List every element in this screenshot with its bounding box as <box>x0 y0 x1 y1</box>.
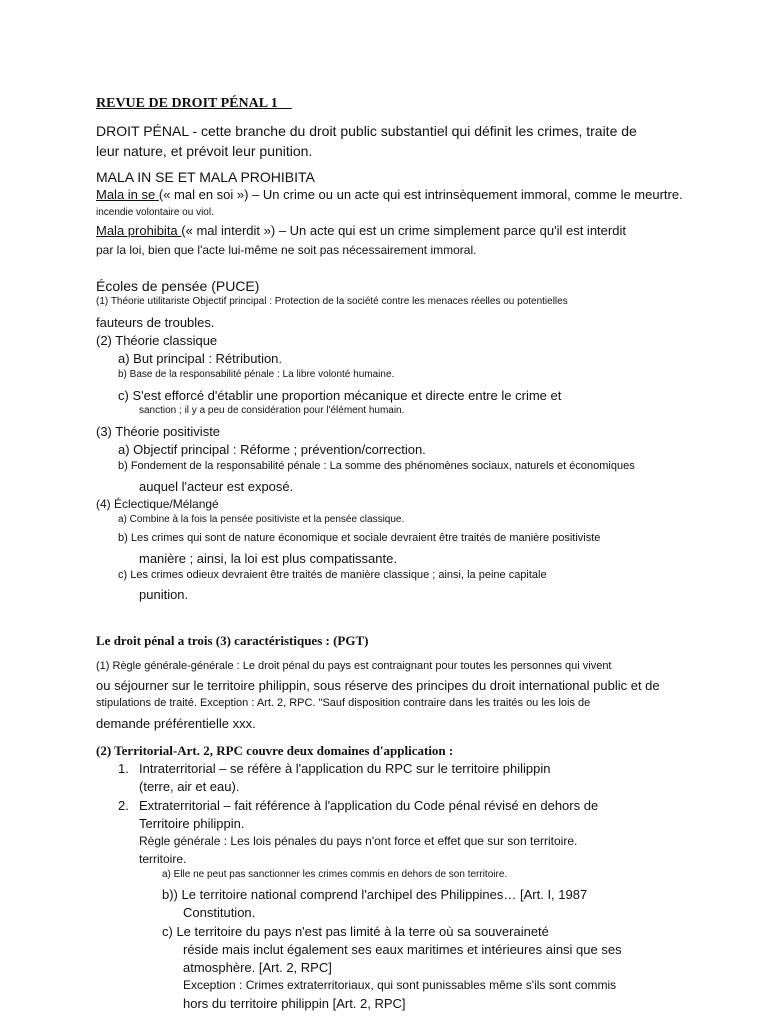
general-rule-line-1: (1) Règle générale-générale : Le droit pénal du pays est contraignant pour toutes les personnes qui vivent <box>96 660 612 672</box>
positivist-item-b-line-2: auquel l'acteur est exposé. <box>139 479 294 494</box>
eclectic-item-b-line-2: manière ; ainsi, la loi est plus compatissante. <box>139 551 397 566</box>
rule-item-b: b)) Le territoire national comprend l'archipel des Philippines… [Art. I, 1987 <box>162 887 588 902</box>
mala-heading: MALA IN SE ET MALA PROHIBITA <box>96 169 315 185</box>
classic-item-b: b) Base de la responsabilité pénale : La libre volonté humaine. <box>118 369 395 380</box>
definition-line-1: DROIT PÉNAL - cette branche du droit public substantiel qui définit les crimes, traite de <box>96 123 637 139</box>
classic-theory-heading: (2) Théorie classique <box>96 333 218 348</box>
positivist-item-a: a) Objectif principal : Réforme ; prévention/correction. <box>118 442 426 457</box>
characteristics-heading: Le droit pénal a trois (3) caractéristiques : (PGT) <box>96 633 369 648</box>
eclectic-item-a: a) Combine à la fois la pensée positiviste et la pensée classique. <box>118 514 405 525</box>
general-rule-territory: Règle générale : Les lois pénales du pays n'ont force et effet que sur son territoire. <box>139 834 578 848</box>
general-rule-territory-line-2: territoire. <box>139 852 187 866</box>
eclectic-item-c-line-2: punition. <box>139 587 189 602</box>
intraterritorial-number: 1. <box>118 761 129 776</box>
rule-item-c-line-2: réside mais inclut également ses eaux maritimes et intérieures ainsi que ses <box>183 942 622 957</box>
general-rule-line-2: ou séjourner sur le territoire philippin, sous réserve des principes du droit international public et de <box>96 678 660 693</box>
extraterritorial-number: 2. <box>118 798 129 813</box>
mala-in-se-text: (« mal en soi ») – Un crime ou un acte qui est intrinsèquement immoral, comme le meurtre. <box>158 187 683 202</box>
page-title: REVUE DE DROIT PÉNAL 1 <box>96 96 278 111</box>
intraterritorial-line-2: (terre, air et eau). <box>139 779 240 794</box>
eclectic-item-b: b) Les crimes qui sont de nature économique et sociale devraient être traités de manière positiviste <box>118 532 601 544</box>
rule-item-c: c) Le territoire du pays n'est pas limité à la terre où sa souveraineté <box>162 924 549 939</box>
exception-line-2: hors du territoire philippin [Art. 2, RPC] <box>183 996 406 1011</box>
eclectic-theory-heading: (4) Éclectique/Mélangé <box>96 497 219 511</box>
extraterritorial-line-1: Extraterritorial – fait référence à l'application du Code pénal révisé en dehors de <box>139 798 599 813</box>
definition-line-2: leur nature, et prévoit leur punition. <box>96 143 313 159</box>
exception-line-1: Exception : Crimes extraterritoriaux, qui sont punissables même s'ils sont commis <box>183 978 617 992</box>
positivist-item-b: b) Fondement de la responsabilité pénale : La somme des phénomènes sociaux, naturels et économiques <box>118 460 635 472</box>
mala-prohibita-definition <box>96 223 626 239</box>
classic-item-c-line-2: sanction ; il y a peu de considération pour l'élément humain. <box>139 405 405 416</box>
schools-heading: Écoles de pensée (PUCE) <box>96 278 260 294</box>
intraterritorial-line-1: Intraterritorial – se réfère à l'application du RPC sur le territoire philippin <box>139 761 551 776</box>
eclectic-item-c: c) Les crimes odieux devraient être traités de manière classique ; ainsi, la peine capitale <box>118 569 547 581</box>
rule-item-c-line-3: atmosphère. [Art. 2, RPC] <box>183 960 332 975</box>
mala-prohibita-term: Mala prohibita <box>96 223 182 238</box>
utilitarian-theory-line-2: fauteurs de troubles. <box>96 315 215 330</box>
general-rule-line-3: stipulations de traité. Exception : Art. 2, RPC. "Sauf disposition contraire dans les traités ou les lois de <box>96 697 591 709</box>
rule-item-b-line-2: Constitution. <box>183 905 256 920</box>
mala-in-se-term: Mala in se <box>96 187 159 202</box>
utilitarian-theory: (1) Théorie utilitariste Objectif principal : Protection de la société contre les menaces réelles ou potentielles <box>96 296 568 307</box>
mala-in-se-note: incendie volontaire ou viol. <box>96 207 214 218</box>
classic-item-c: c) S'est efforcé d'établir une proportion mécanique et directe entre le crime et <box>118 388 562 403</box>
mala-prohibita-text: (« mal interdit ») – Un acte qui est un crime simplement parce qu'il est interdit <box>181 223 626 238</box>
mala-in-se-definition <box>96 187 683 203</box>
territorial-heading: (2) Territorial-Art. 2, RPC couvre deux domaines d'application : <box>96 743 454 758</box>
general-rule-line-4: demande préférentielle xxx. <box>96 716 256 731</box>
positivist-theory-heading: (3) Théorie positiviste <box>96 424 221 439</box>
rule-item-a: a) Elle ne peut pas sanctionner les crimes commis en dehors de son territoire. <box>162 869 508 880</box>
mala-prohibita-line-2: par la loi, bien que l'acte lui-même ne soit pas nécessairement immoral. <box>96 243 477 257</box>
classic-item-a: a) But principal : Rétribution. <box>118 351 283 366</box>
extraterritorial-line-2: Territoire philippin. <box>139 816 245 831</box>
